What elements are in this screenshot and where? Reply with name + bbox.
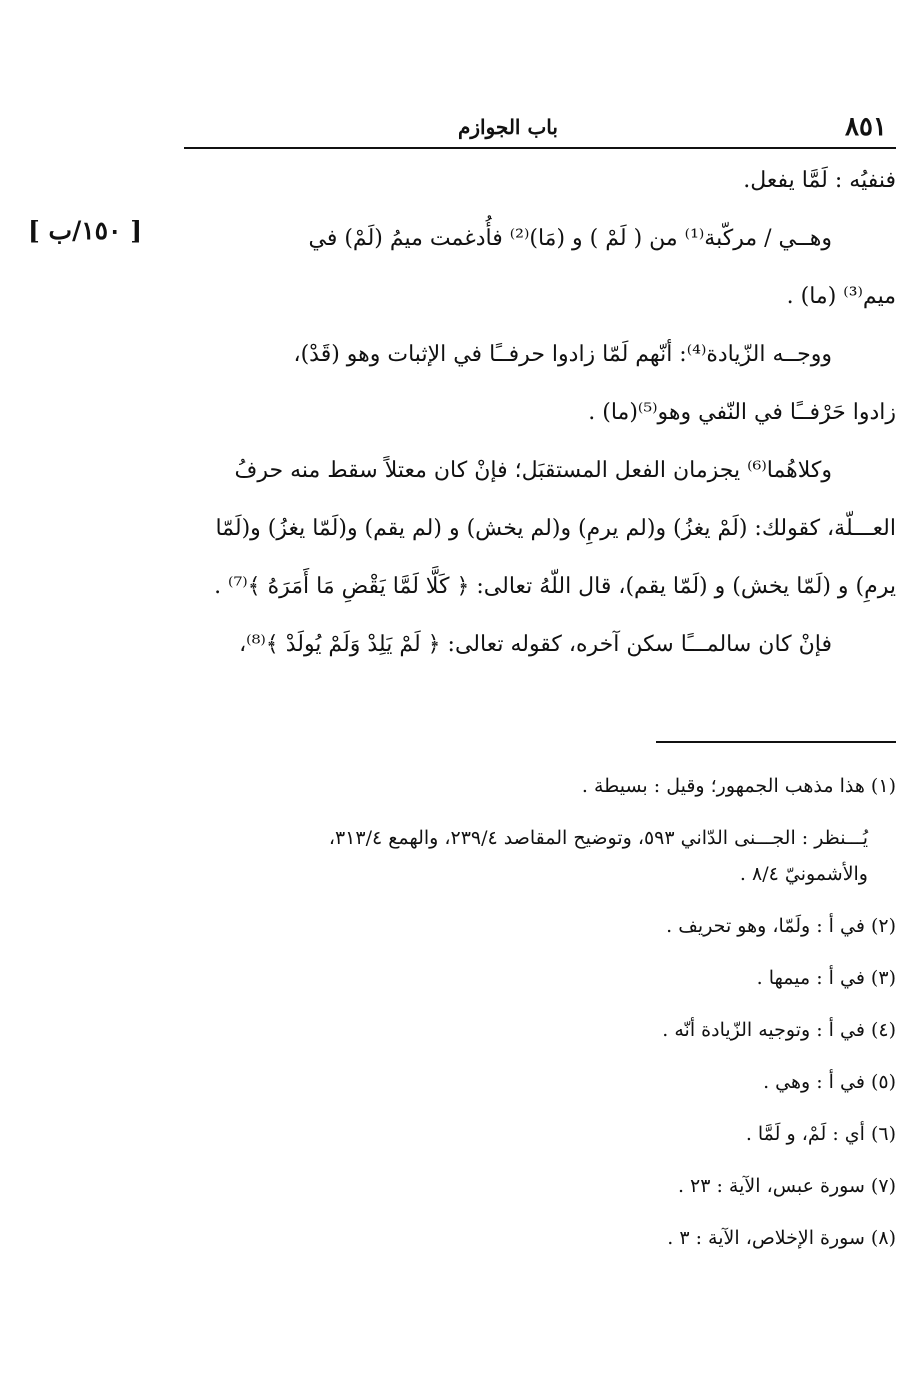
footnote: (٧) سورة عبس، الآية : ٢٣ . xyxy=(677,1175,896,1197)
text-line: ووجــه الزّيادة⁽⁴⁾: أنّهم لَمّا زادوا حرفــًا في الإثبات وهو (قَدْ)، xyxy=(293,342,832,367)
footnote: (٨) سورة الإخلاص، الآية : ٣ . xyxy=(667,1227,896,1249)
footnote: (٦) أي : لَمْ، و لَمَّا . xyxy=(745,1123,896,1145)
running-head: باب الجوازم xyxy=(458,115,558,139)
text-line: يرمِ) و (لَمّا يخش) و (لَمّا يقم)، قال اللّهُ تعالى: ﴿ كَلَّا لَمَّا يَقْضِ مَا أَمَرَهُ ﴾⁽⁷⁾ . xyxy=(214,574,896,599)
main-text xyxy=(184,152,896,674)
footnote: (٥) في أ : وهي . xyxy=(763,1071,896,1093)
text-line: وهــي / مركّبة⁽¹⁾ من ( لَمْ ) و (مَا)⁽²⁾ فأُدغمت ميمُ (لَمْ) في xyxy=(308,226,832,251)
header-rule xyxy=(184,147,896,149)
text-line: وكلاهُما⁽⁶⁾ يجزمان الفعل المستقبَل؛ فإنْ كان معتلاً سقط منه حرفُ xyxy=(234,458,832,483)
footnote: (٢) في أ : ولَمّا، وهو تحريف . xyxy=(666,915,896,937)
text-line: العـــلّة، كقولك: (لَمْ يغزُ) و(لم يرمِ) و(لم يخش) و (لم يقم) و(لَمّا يغزُ) و(لَمّا xyxy=(215,516,896,541)
footnote-rule xyxy=(656,741,896,743)
footnote: (٤) في أ : وتوجيه الزّيادة أنّه . xyxy=(662,1019,896,1041)
footnote-continuation: والأشمونيّ ٨/٤ . xyxy=(739,863,868,885)
page-number: ٨٥١ xyxy=(845,112,887,142)
footnotes xyxy=(184,768,896,1272)
footnote: (١) هذا مذهب الجمهور؛ وقيل : بسيطة . xyxy=(581,775,896,797)
manuscript-folio-reference: [ ١٥٠/ب ] xyxy=(28,216,143,245)
text-line: فنفيُه : لَمَّا يفعل. xyxy=(743,168,896,193)
text-line: زادوا حَرْفــًا في النّفي وهو⁽⁵⁾(ما) . xyxy=(588,400,896,425)
text-line: ميم⁽³⁾ (ما) . xyxy=(786,284,896,309)
text-line: فإنْ كان سالمـــًا سكن آخره، كقوله تعالى: ﴿ لَمْ يَلِدْ وَلَمْ يُولَدْ ﴾⁽⁸⁾، xyxy=(239,632,832,657)
footnote-continuation: يُـــنظر : الجـــنى الدّاني ٥٩٣، وتوضيح المقاصد ٢٣٩/٤، والهمع ٣١٣/٤، xyxy=(328,827,868,849)
footnote: (٣) في أ : ميمها . xyxy=(756,967,896,989)
